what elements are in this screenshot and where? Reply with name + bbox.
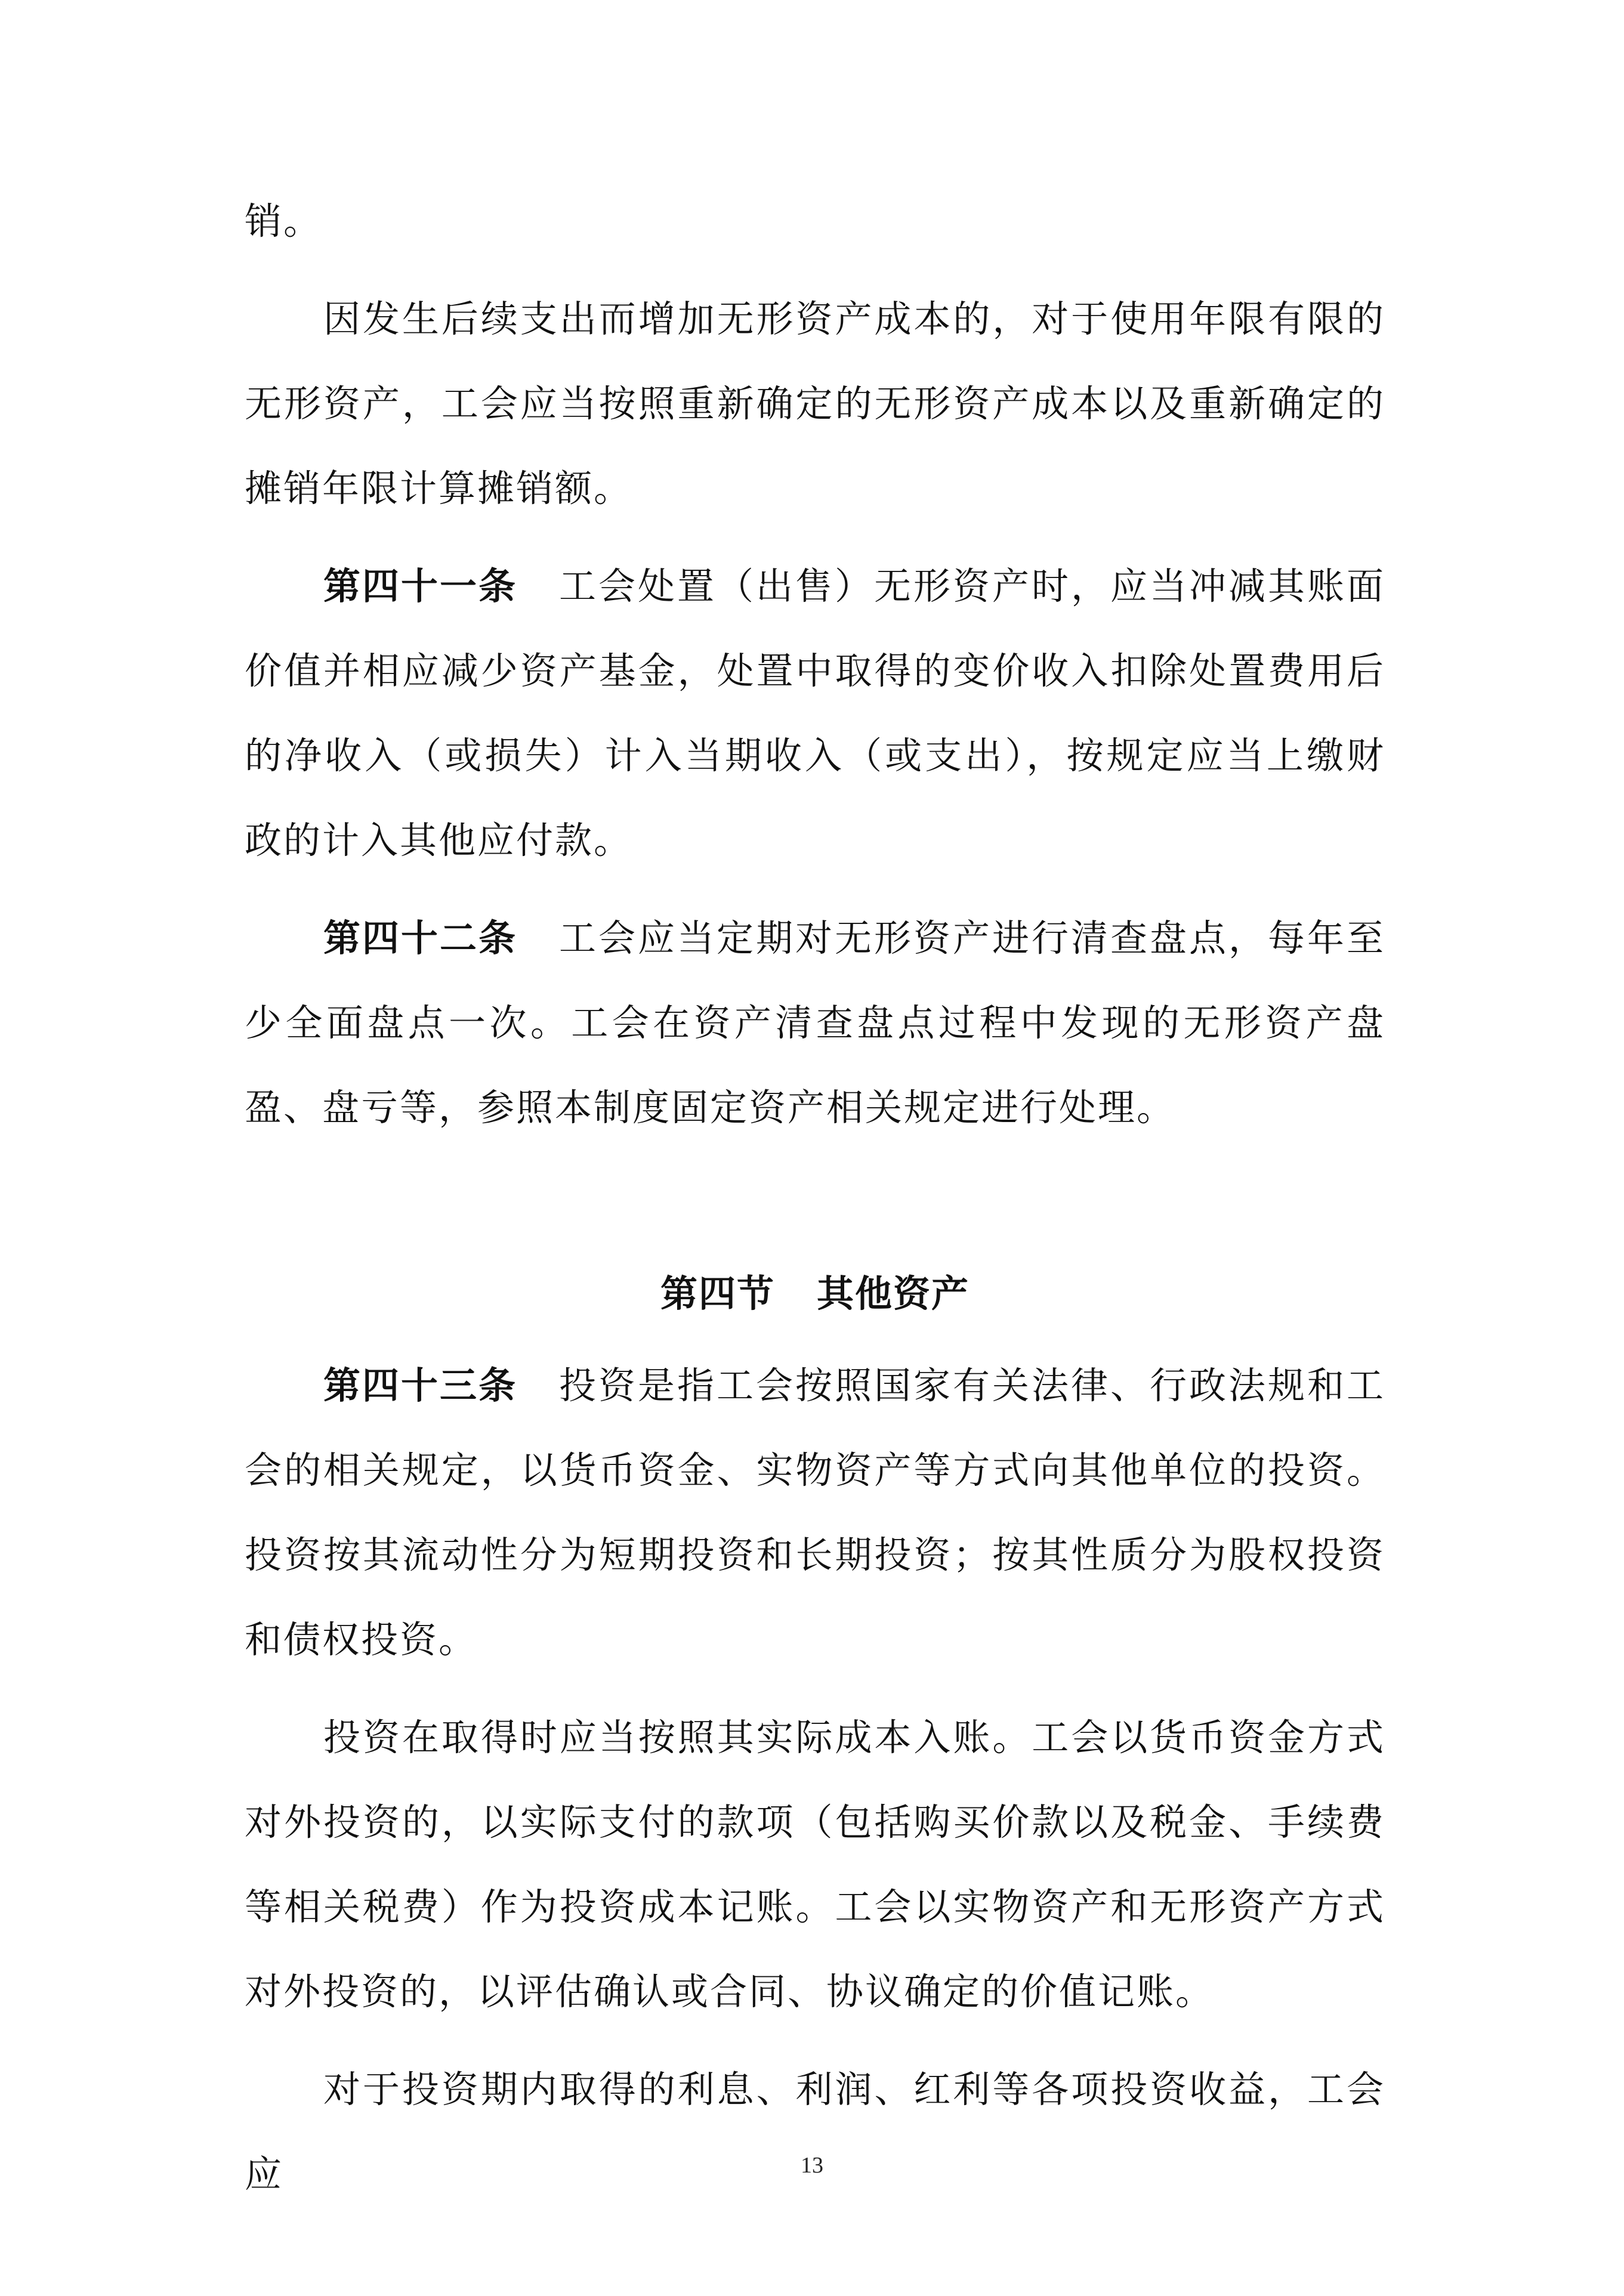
- article-text: 工会应当定期对无形资产进行清查盘点，每年至少全面盘点一次。工会在资产清查盘点过程中发现的无形资产盘盈、盘亏等，参照本制度固定资产相关规定进行处理。: [245, 916, 1385, 1129]
- article-text: 投资是指工会按照国家有关法律、行政法规和工会的相关规定，以货币资金、实物资产等方式向其他单位的投资。投资按其流动性分为短期投资和长期投资；按其性质分为股权投资和债权投资。: [245, 1364, 1385, 1661]
- article-43: [245, 1343, 1385, 1682]
- paragraph: [245, 2047, 1385, 2217]
- paragraph-text: 对于投资期内取得的利息、利润、红利等各项投资收益，工会应: [245, 2068, 1385, 2196]
- section-number: 第四节: [660, 1272, 775, 1315]
- paragraph-text: 销。: [245, 199, 323, 243]
- article-label: 第四十二条: [323, 916, 517, 960]
- article-41: [245, 544, 1385, 883]
- paragraph: [245, 1695, 1385, 2034]
- page-number: 13: [801, 2153, 823, 2178]
- article-text: 工会处置（出售）无形资产时，应当冲减其账面价值并相应减少资产基金，处置中取得的变价收入扣除处置费用后的净收入（或损失）计入当期收入（或支出），按规定应当上缴财政的计入其他应付款。: [245, 564, 1385, 862]
- paragraph-text: 投资在取得时应当按照其实际成本入账。工会以货币资金方式对外投资的，以实际支付的款项（包括购买价款以及税金、手续费等相关税费）作为投资成本记账。工会以实物资产和无形资产方式对外投资的，以评估确认或合同、协议确定的价值记账。: [245, 1716, 1385, 2013]
- article-label: 第四十三条: [323, 1364, 517, 1407]
- article-label: 第四十一条: [323, 564, 517, 608]
- paragraph: [245, 179, 1385, 264]
- paragraph: [245, 277, 1385, 531]
- section-heading: [245, 1251, 1385, 1336]
- article-42: [245, 896, 1385, 1150]
- document-body: [245, 179, 1385, 2230]
- paragraph-text: 因发生后续支出而增加无形资产成本的，对于使用年限有限的无形资产，工会应当按照重新确定的无形资产成本以及重新确定的摊销年限计算摊销额。: [245, 297, 1385, 510]
- section-title: 其他资产: [817, 1272, 970, 1315]
